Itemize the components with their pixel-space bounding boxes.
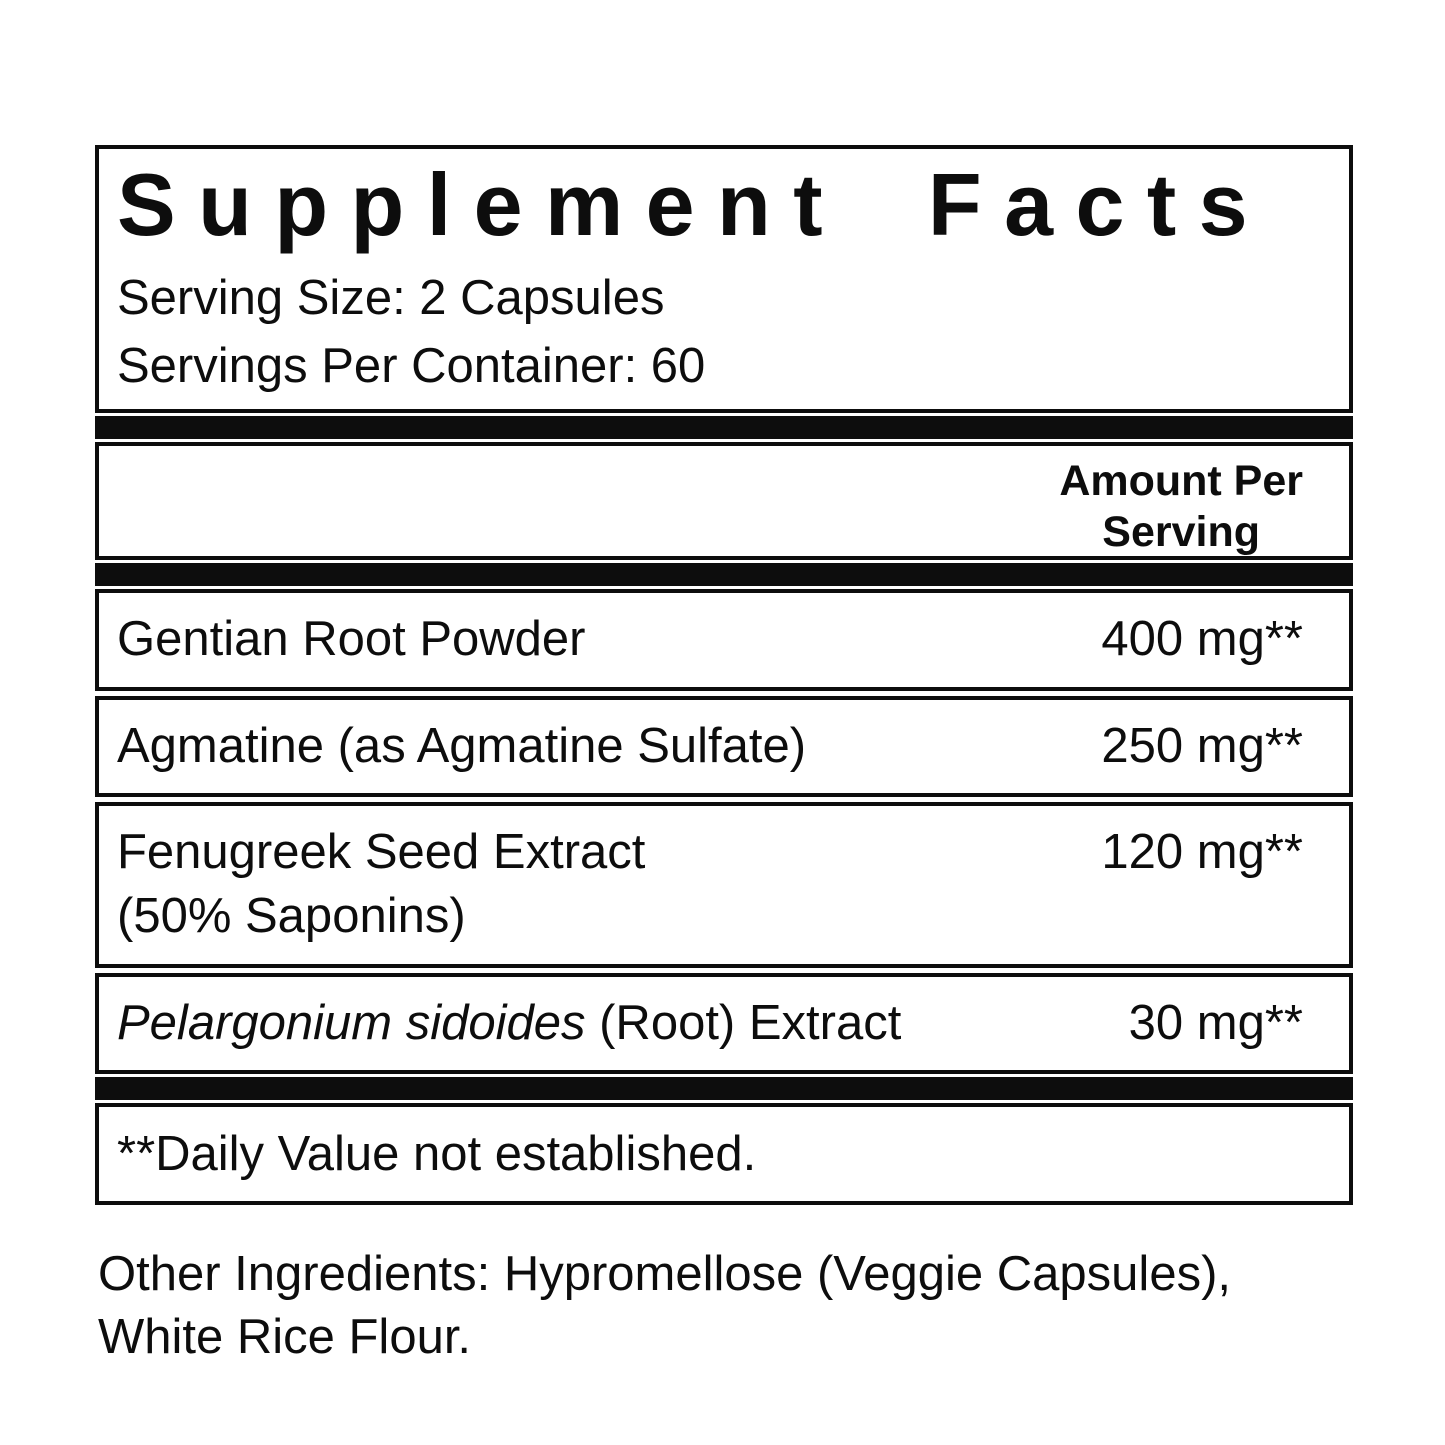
panel-title: Supplement Facts [117,155,1270,254]
thick-divider [95,416,1353,439]
other-ingredients-line2: White Rice Flour. [98,1310,472,1365]
ingredient-name-latin: Pelargonium sidoides [117,995,586,1050]
other-ingredients [98,1243,1353,1370]
ingredient-amount: 120 mg** [1101,825,1303,880]
ingredient-name: Gentian Root Powder [117,612,586,666]
amount-header-box [95,442,1353,560]
ingredient-row-agmatine [95,696,1353,798]
footnote-box [95,1103,1353,1204]
thick-divider [95,1077,1353,1100]
ingredient-name-line1: Fenugreek Seed Extract [117,825,646,880]
header-box [95,145,1353,413]
ingredient-name [117,992,901,1056]
ingredient-name: Agmatine (as Agmatine Sulfate) [117,718,807,773]
serving-size-line: Serving Size: 2 Capsules [117,271,665,325]
supplement-facts-panel [95,145,1353,1370]
ingredient-name-line2: (50% Saponins) [117,889,466,944]
other-ingredients-line1: Other Ingredients: Hypromellose (Veggie Capsules), [98,1246,1232,1301]
amount-per-serving-header [1059,456,1303,557]
thick-divider [95,563,1353,586]
ingredient-amount: 250 mg** [1101,718,1303,773]
ingredient-name [117,821,645,948]
ingredient-amount: 30 mg** [1128,995,1303,1050]
amount-header-line2: Serving [1102,507,1261,556]
daily-value-footnote: **Daily Value not established. [117,1127,757,1182]
ingredient-row-pelargonium [95,973,1353,1075]
ingredient-amount: 400 mg** [1101,612,1303,666]
amount-header-line1: Amount Per [1059,457,1303,505]
servings-per-container-line: Servings Per Container: 60 [117,338,706,393]
ingredient-row-gentian [95,589,1353,691]
ingredient-row-fenugreek [95,802,1353,967]
ingredient-name-rest: (Root) Extract [585,995,902,1050]
